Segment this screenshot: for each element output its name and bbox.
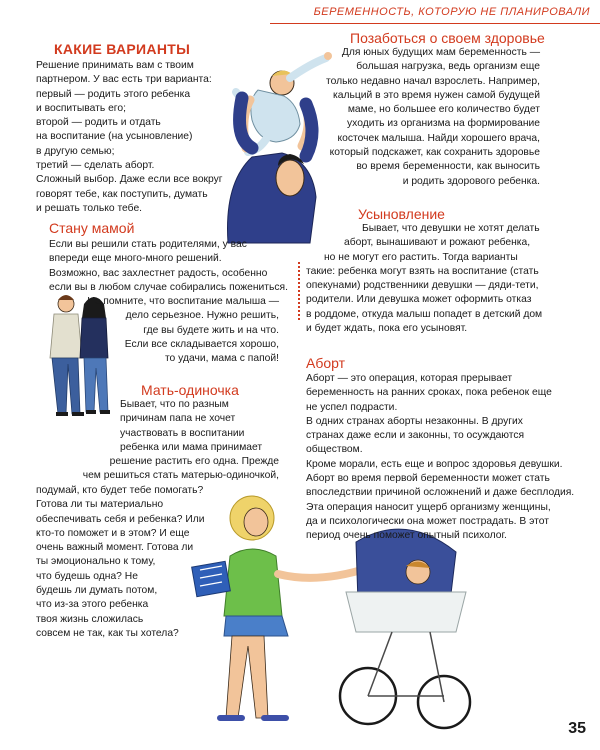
text-line: и родить здорового ребенка.	[402, 175, 540, 187]
text-line: кальций в это время нужен самой будущей	[333, 89, 540, 101]
text-line: большая нагрузка, ведь организм еще	[356, 61, 540, 73]
text-line: уходить из организма на формирование	[347, 118, 540, 130]
text-line: В одних странах аборты незаконны. В других	[306, 415, 523, 427]
text-line: участвовать в воспитании	[120, 427, 245, 439]
adoption-section-body	[306, 222, 542, 336]
single-mother-section-body-bottom	[36, 484, 204, 641]
text-line: не успел подрасти.	[306, 401, 398, 413]
text-line: опекунами) родственники девушки — дяди-тети,	[306, 280, 539, 292]
text-line: если вы в любом случае собирались пожениться.	[49, 281, 288, 293]
text-line: только недавно начал взрослеть. Например,	[326, 75, 540, 87]
text-line: партнером. У вас есть три варианта:	[36, 74, 212, 86]
text-line: будешь ли думать потом,	[36, 585, 158, 597]
text-line: родители. Или девушка может оформить отказ	[306, 294, 532, 306]
text-line: Сложный выбор. Даже если все вокруг	[36, 174, 223, 186]
text-line: Кроме морали, есть еще и вопрос здоровья девушки.	[306, 458, 563, 470]
text-line: подумай, кто будет тебе помогать?	[36, 485, 204, 496]
running-header	[270, 6, 600, 24]
text-line: и будет ждать, пока его усыновят.	[306, 323, 468, 335]
text-line: обеспечивать себя и ребенка? Или	[36, 513, 205, 525]
text-line: Эта операция наносит ущерб организму женщины,	[306, 501, 551, 513]
text-line: Но помните, что воспитание малыша —	[87, 296, 279, 307]
text-line: Возможно, вас захлестнет радость, особенно	[49, 267, 268, 279]
options-section-title: КАКИЕ ВАРИАНТЫ	[54, 41, 191, 57]
text-line: Готова ли ты материально	[36, 499, 164, 511]
text-line: ребенка или мама принимает	[120, 441, 263, 453]
text-line: такие: ребенка могут взять на воспитание (стать	[306, 265, 539, 277]
text-line: маме, но большее его количество будет	[347, 104, 540, 116]
text-line: косточек малыша. Найди хорошего врача,	[337, 132, 540, 144]
text-line: что будешь одна? Не	[36, 570, 138, 582]
text-line: впоследствии причиной осложнений и даже бесплодия.	[306, 487, 575, 499]
text-line: решение растить его одна. Прежде	[109, 456, 279, 467]
dotted-divider	[298, 262, 300, 320]
text-line: да и психологически она может пострадать. В этот	[306, 515, 549, 527]
text-line: беременность на ранних сроках, пока ребенок еще	[306, 387, 552, 399]
text-line: причинам папа не хочет	[120, 413, 236, 425]
text-line: ты эмоционально к тому,	[36, 556, 156, 568]
text-line: Аборт во время первой беременности может стать	[306, 473, 550, 485]
text-line: в другую семью;	[36, 145, 115, 157]
health-section-title: Позаботься о своем здоровье	[350, 30, 545, 46]
single-mother-section-body-mid	[60, 455, 279, 484]
text-line: чем решиться стать матерью-одиночкой,	[82, 470, 279, 482]
page-number: 35	[568, 720, 586, 737]
young-man-figure	[50, 295, 84, 414]
text-line: третий — сделать аборт.	[36, 160, 155, 172]
text-line: где вы будете жить и на что.	[143, 324, 279, 336]
text-line: Аборт — это операция, которая прерывает	[306, 373, 513, 384]
abortion-section-title: Аборт	[306, 355, 346, 371]
text-line: в роддоме, откуда малыш попадет в детский дом	[306, 308, 543, 320]
text-line: очень важный момент. Готова ли	[36, 542, 194, 554]
text-line: который подскажет, как сохранить здоровье	[329, 147, 540, 159]
mom-section-body-bottom	[80, 295, 279, 366]
adoption-section-title: Усыновление	[358, 206, 445, 222]
text-line: Бывает, что девушки не хотят делать	[362, 223, 540, 234]
running-header-title: БЕРЕМЕННОСТЬ, КОТОРУЮ НЕ ПЛАНИРОВАЛИ	[313, 6, 590, 18]
text-line: Для юных будущих мам беременность —	[341, 47, 540, 58]
health-section-body	[300, 46, 540, 189]
text-line: Если вы решили стать родителями, у вас	[49, 239, 247, 250]
mom-section-body-top	[49, 238, 288, 295]
text-line: и воспитывать его;	[36, 102, 126, 114]
text-line: дело серьезное. Нужно решить,	[125, 310, 279, 322]
text-line: период очень поможет опытный психолог.	[306, 530, 507, 542]
mom-section-title: Стану мамой	[49, 220, 135, 236]
text-line: твоя жизнь сложилась	[36, 613, 144, 625]
text-line: но не могут его растить. Тогда варианты	[324, 251, 518, 263]
options-section-body	[36, 59, 223, 216]
text-line: на воспитание (на усыновление)	[36, 131, 193, 143]
text-line: странах даже если и законны, то осуждаются	[306, 430, 525, 442]
text-line: совсем не так, как ты хотела?	[36, 627, 179, 639]
text-line: первый — родить этого ребенка	[36, 88, 191, 100]
abortion-section-body	[306, 372, 574, 544]
text-line: Бывает, что по разным	[120, 399, 229, 410]
text-line: аборт, вынашивают и рожают ребенка,	[344, 237, 531, 249]
stroller	[340, 529, 470, 728]
text-line: и решать только тебе.	[36, 202, 143, 214]
text-line: кто-то поможет и в этом? И еще	[36, 527, 190, 539]
text-line: Решение принимать вам с твоим	[36, 60, 194, 71]
text-line: что из-за этого ребенка	[36, 599, 149, 611]
text-line: второй — родить и отдать	[36, 117, 161, 129]
text-line: обществом.	[306, 444, 363, 456]
single-mother-section-body-top	[120, 398, 262, 455]
text-line: то удачи, мама с папой!	[164, 353, 279, 365]
text-line: впереди еще много-много решений.	[49, 253, 222, 265]
text-line: говорят тебе, как поступить, думать	[36, 188, 208, 200]
single-mother-section-title: Мать-одиночка	[141, 382, 239, 398]
text-line: Если все складывается хорошо,	[124, 338, 279, 350]
text-line: во время беременности, как выносить	[356, 161, 540, 173]
